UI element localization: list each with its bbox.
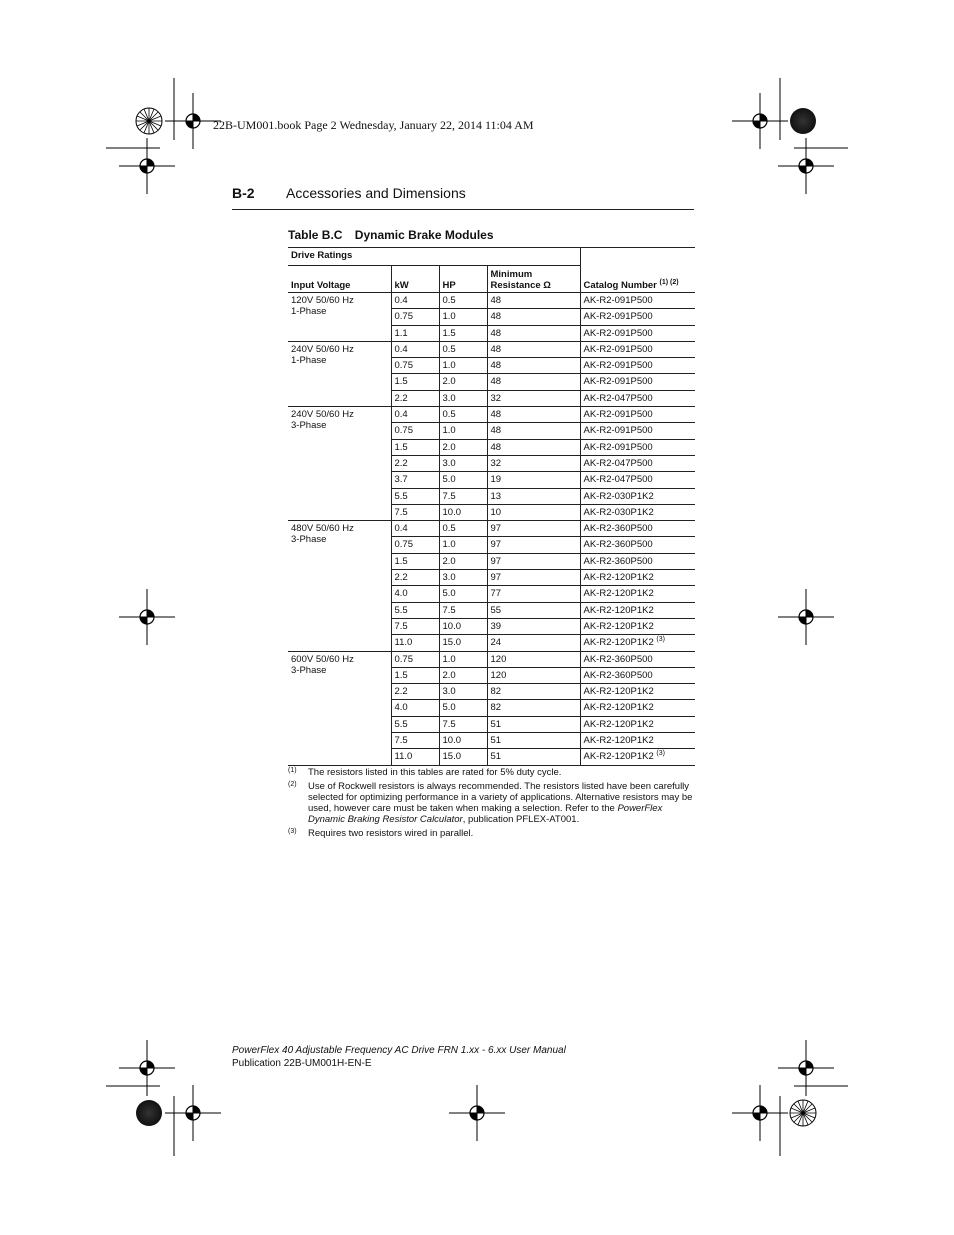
catalog-number: AK-R2-120P1K2 bbox=[583, 718, 654, 730]
catalog-number: AK-R2-120P1K2 bbox=[583, 735, 654, 747]
hp-cell: 7.5 bbox=[439, 602, 487, 618]
input-voltage-cell bbox=[288, 341, 391, 406]
kw-cell: 4.0 bbox=[391, 586, 439, 602]
catalog-number-cell bbox=[580, 521, 695, 537]
table-row bbox=[288, 651, 695, 667]
input-voltage-header: Input Voltage bbox=[288, 266, 391, 293]
table-body bbox=[288, 293, 695, 766]
hp-cell: 0.5 bbox=[439, 293, 487, 309]
resistance-cell: 48 bbox=[487, 309, 580, 325]
kw-cell: 1.1 bbox=[391, 325, 439, 341]
catalog-number-cell bbox=[580, 716, 695, 732]
catalog-number: AK-R2-047P500 bbox=[583, 392, 653, 404]
resistance-cell: 10 bbox=[487, 504, 580, 520]
min-resistance-header bbox=[487, 266, 580, 293]
resistance-cell: 32 bbox=[487, 390, 580, 406]
hp-cell: 7.5 bbox=[439, 716, 487, 732]
catalog-number-cell bbox=[580, 635, 695, 651]
input-voltage-rating: 120V 50/60 Hz bbox=[291, 295, 354, 306]
kw-cell: 0.4 bbox=[391, 293, 439, 309]
hp-cell: 2.0 bbox=[439, 439, 487, 455]
hp-cell: 1.0 bbox=[439, 651, 487, 667]
kw-cell: 2.2 bbox=[391, 455, 439, 471]
table-caption bbox=[288, 228, 494, 242]
catalog-number: AK-R2-091P500 bbox=[583, 425, 653, 437]
catalog-number: AK-R2-360P500 bbox=[583, 555, 653, 567]
catalog-number-cell bbox=[580, 553, 695, 569]
catalog-number: AK-R2-120P1K2 bbox=[583, 751, 654, 763]
min-resistance-header-line2: Resistance Ω bbox=[490, 280, 551, 291]
footnote-3 bbox=[288, 828, 696, 839]
input-voltage-phase: 1-Phase bbox=[291, 306, 327, 317]
resistance-cell: 39 bbox=[487, 618, 580, 634]
catalog-number-cell bbox=[580, 374, 695, 390]
hp-cell: 1.0 bbox=[439, 423, 487, 439]
hp-cell: 3.0 bbox=[439, 684, 487, 700]
catalog-number-cell bbox=[580, 684, 695, 700]
hp-cell: 15.0 bbox=[439, 635, 487, 651]
catalog-number-cell bbox=[580, 293, 695, 309]
footnote-3-marker: (3) bbox=[288, 828, 297, 835]
section-title: Accessories and Dimensions bbox=[286, 185, 466, 201]
hp-cell: 1.5 bbox=[439, 325, 487, 341]
catalog-number-cell bbox=[580, 586, 695, 602]
catalog-number: AK-R2-120P1K2 bbox=[583, 620, 654, 632]
input-voltage-cell bbox=[288, 521, 391, 651]
manual-title: PowerFlex 40 Adjustable Frequency AC Drive FRN 1.xx - 6.xx User Manual bbox=[232, 1045, 566, 1056]
kw-cell: 5.5 bbox=[391, 716, 439, 732]
kw-cell: 1.5 bbox=[391, 667, 439, 683]
publication-number: Publication 22B-UM001H-EN-E bbox=[232, 1058, 372, 1069]
resistance-cell: 48 bbox=[487, 358, 580, 374]
catalog-number: AK-R2-091P500 bbox=[583, 360, 653, 372]
resistance-cell: 48 bbox=[487, 423, 580, 439]
table-caption-number: Table B.C bbox=[288, 228, 343, 242]
kw-cell: 4.0 bbox=[391, 700, 439, 716]
catalog-number-label: Catalog Number bbox=[583, 280, 657, 291]
min-resistance-header-line1: Minimum bbox=[490, 269, 533, 280]
kw-cell: 2.2 bbox=[391, 390, 439, 406]
catalog-number: AK-R2-030P1K2 bbox=[583, 490, 654, 502]
hp-cell: 3.0 bbox=[439, 455, 487, 471]
catalog-number-cell bbox=[580, 358, 695, 374]
input-voltage-cell bbox=[288, 651, 391, 765]
catalog-number: AK-R2-120P1K2 bbox=[583, 686, 654, 698]
hp-cell: 0.5 bbox=[439, 521, 487, 537]
hp-cell: 10.0 bbox=[439, 618, 487, 634]
page-footer bbox=[232, 1044, 566, 1070]
kw-cell: 7.5 bbox=[391, 733, 439, 749]
resistance-cell: 82 bbox=[487, 700, 580, 716]
catalog-number-cell bbox=[580, 602, 695, 618]
input-voltage-cell bbox=[288, 293, 391, 342]
input-voltage-phase: 3-Phase bbox=[291, 664, 327, 676]
kw-cell: 11.0 bbox=[391, 635, 439, 651]
catalog-number: AK-R2-120P1K2 bbox=[583, 604, 654, 616]
resistance-cell: 48 bbox=[487, 439, 580, 455]
footnote-1 bbox=[288, 767, 696, 778]
catalog-number-cell bbox=[580, 570, 695, 586]
catalog-number-cell bbox=[580, 667, 695, 683]
resistance-cell: 55 bbox=[487, 602, 580, 618]
input-voltage-cell bbox=[288, 407, 391, 521]
catalog-number: AK-R2-091P500 bbox=[583, 376, 653, 388]
footnote-2-calculator-title: PowerFlex Dynamic Braking Resistor Calculator bbox=[308, 803, 663, 825]
kw-cell: 0.75 bbox=[391, 537, 439, 553]
resistance-cell: 19 bbox=[487, 472, 580, 488]
kw-header: kW bbox=[391, 266, 439, 293]
catalog-number: AK-R2-091P500 bbox=[583, 311, 653, 323]
hp-cell: 2.0 bbox=[439, 374, 487, 390]
catalog-footnote-ref: (3) bbox=[656, 636, 665, 644]
kw-cell: 0.75 bbox=[391, 309, 439, 325]
kw-cell: 0.4 bbox=[391, 341, 439, 357]
catalog-number: AK-R2-120P1K2 bbox=[583, 637, 654, 649]
resistance-cell: 48 bbox=[487, 407, 580, 423]
resistance-cell: 51 bbox=[487, 733, 580, 749]
hp-cell: 5.0 bbox=[439, 700, 487, 716]
hp-cell: 5.0 bbox=[439, 472, 487, 488]
resistance-cell: 77 bbox=[487, 586, 580, 602]
catalog-number-cell bbox=[580, 439, 695, 455]
table-row bbox=[288, 341, 695, 357]
catalog-number-cell bbox=[580, 488, 695, 504]
resistance-cell: 48 bbox=[487, 325, 580, 341]
table-row bbox=[288, 293, 695, 309]
catalog-number-cell bbox=[580, 455, 695, 471]
catalog-number: AK-R2-030P1K2 bbox=[583, 506, 654, 518]
page-header bbox=[232, 185, 694, 210]
kw-cell: 1.5 bbox=[391, 439, 439, 455]
kw-cell: 0.75 bbox=[391, 358, 439, 374]
resistance-cell: 32 bbox=[487, 455, 580, 471]
catalog-number-cell bbox=[580, 341, 695, 357]
resistance-cell: 13 bbox=[487, 488, 580, 504]
kw-cell: 0.75 bbox=[391, 423, 439, 439]
input-voltage-rating: 240V 50/60 Hz bbox=[291, 343, 354, 355]
book-slug-line: 22B-UM001.book Page 2 Wednesday, January 22, 2014 11:04 AM bbox=[213, 118, 534, 132]
kw-cell: 0.75 bbox=[391, 651, 439, 667]
kw-cell: 0.4 bbox=[391, 407, 439, 423]
catalog-number: AK-R2-120P1K2 bbox=[583, 572, 654, 584]
resistance-cell: 97 bbox=[487, 570, 580, 586]
input-voltage-rating: 600V 50/60 Hz bbox=[291, 653, 354, 665]
catalog-number-cell bbox=[580, 504, 695, 520]
catalog-number: AK-R2-120P1K2 bbox=[583, 588, 654, 600]
catalog-number: AK-R2-360P500 bbox=[583, 539, 653, 551]
table-row bbox=[288, 407, 695, 423]
kw-cell: 1.5 bbox=[391, 374, 439, 390]
catalog-number-cell bbox=[580, 618, 695, 634]
hp-cell: 2.0 bbox=[439, 667, 487, 683]
kw-cell: 7.5 bbox=[391, 504, 439, 520]
hp-cell: 0.5 bbox=[439, 407, 487, 423]
drive-ratings-header: Drive Ratings bbox=[288, 248, 580, 266]
input-voltage-rating: 240V 50/60 Hz bbox=[291, 409, 354, 421]
catalog-number-cell bbox=[580, 651, 695, 667]
table-row bbox=[288, 521, 695, 537]
catalog-footnote-ref: (3) bbox=[656, 750, 665, 758]
resistance-cell: 97 bbox=[487, 521, 580, 537]
table-caption-title: Dynamic Brake Modules bbox=[354, 228, 494, 242]
kw-cell: 3.7 bbox=[391, 472, 439, 488]
catalog-number: AK-R2-360P500 bbox=[583, 669, 653, 681]
hp-cell: 5.0 bbox=[439, 586, 487, 602]
input-voltage-phase: 3-Phase bbox=[291, 534, 327, 546]
catalog-number: AK-R2-047P500 bbox=[583, 474, 653, 486]
catalog-number-cell bbox=[580, 700, 695, 716]
page-number: B-2 bbox=[232, 185, 255, 201]
catalog-number-cell bbox=[580, 423, 695, 439]
catalog-number: AK-R2-360P500 bbox=[583, 523, 653, 535]
catalog-number-cell bbox=[580, 325, 695, 341]
kw-cell: 2.2 bbox=[391, 684, 439, 700]
catalog-number: AK-R2-120P1K2 bbox=[583, 702, 654, 714]
catalog-number-cell bbox=[580, 309, 695, 325]
dynamic-brake-modules-table bbox=[288, 247, 695, 766]
catalog-number-cell bbox=[580, 749, 695, 765]
footnote-2-marker: (2) bbox=[288, 781, 297, 788]
kw-cell: 1.5 bbox=[391, 553, 439, 569]
catalog-number-cell bbox=[580, 472, 695, 488]
kw-cell: 5.5 bbox=[391, 488, 439, 504]
hp-cell: 7.5 bbox=[439, 488, 487, 504]
kw-cell: 11.0 bbox=[391, 749, 439, 765]
resistance-cell: 120 bbox=[487, 651, 580, 667]
catalog-number-refs: (1) (2) bbox=[659, 278, 679, 286]
input-voltage-phase: 1-Phase bbox=[291, 354, 327, 366]
hp-cell: 3.0 bbox=[439, 570, 487, 586]
catalog-number: AK-R2-091P500 bbox=[583, 295, 653, 306]
input-voltage-phase: 3-Phase bbox=[291, 420, 327, 432]
catalog-number-cell bbox=[580, 407, 695, 423]
hp-cell: 0.5 bbox=[439, 341, 487, 357]
footnote-2 bbox=[288, 781, 696, 825]
footnotes bbox=[288, 767, 696, 842]
hp-cell: 15.0 bbox=[439, 749, 487, 765]
resistance-cell: 24 bbox=[487, 635, 580, 651]
input-voltage-rating: 480V 50/60 Hz bbox=[291, 523, 354, 535]
kw-cell: 5.5 bbox=[391, 602, 439, 618]
hp-cell: 2.0 bbox=[439, 553, 487, 569]
catalog-number-cell bbox=[580, 390, 695, 406]
catalog-number: AK-R2-091P500 bbox=[583, 409, 653, 421]
resistance-cell: 51 bbox=[487, 716, 580, 732]
catalog-number: AK-R2-091P500 bbox=[583, 327, 653, 339]
catalog-number-header bbox=[580, 248, 695, 293]
footnote-2-publication: , publication PFLEX-AT001. bbox=[462, 814, 580, 825]
hp-header: HP bbox=[439, 266, 487, 293]
catalog-number: AK-R2-091P500 bbox=[583, 441, 653, 453]
kw-cell: 7.5 bbox=[391, 618, 439, 634]
kw-cell: 0.4 bbox=[391, 521, 439, 537]
catalog-number-cell bbox=[580, 537, 695, 553]
catalog-number: AK-R2-360P500 bbox=[583, 653, 653, 665]
footnote-1-marker: (1) bbox=[288, 767, 297, 774]
resistance-cell: 82 bbox=[487, 684, 580, 700]
catalog-number-cell bbox=[580, 733, 695, 749]
hp-cell: 10.0 bbox=[439, 733, 487, 749]
catalog-number: AK-R2-091P500 bbox=[583, 343, 653, 355]
hp-cell: 1.0 bbox=[439, 358, 487, 374]
resistance-cell: 97 bbox=[487, 537, 580, 553]
hp-cell: 1.0 bbox=[439, 309, 487, 325]
hp-cell: 10.0 bbox=[439, 504, 487, 520]
resistance-cell: 51 bbox=[487, 749, 580, 765]
hp-cell: 1.0 bbox=[439, 537, 487, 553]
resistance-cell: 48 bbox=[487, 293, 580, 309]
resistance-cell: 120 bbox=[487, 667, 580, 683]
resistance-cell: 97 bbox=[487, 553, 580, 569]
footnote-3-text: Requires two resistors wired in parallel. bbox=[308, 828, 474, 839]
resistance-cell: 48 bbox=[487, 374, 580, 390]
kw-cell: 2.2 bbox=[391, 570, 439, 586]
catalog-number: AK-R2-047P500 bbox=[583, 457, 653, 469]
hp-cell: 3.0 bbox=[439, 390, 487, 406]
footnote-2-text: Use of Rockwell resistors is always recommended. The resistors listed have been carefully selected for optimizing performance in a variety of applications. Alternative resistors may be used, however care must be taken when making a selection. Refer to the bbox=[308, 781, 693, 814]
resistance-cell: 48 bbox=[487, 341, 580, 357]
footnote-1-text: The resistors listed in this tables are rated for 5% duty cycle. bbox=[308, 767, 562, 778]
